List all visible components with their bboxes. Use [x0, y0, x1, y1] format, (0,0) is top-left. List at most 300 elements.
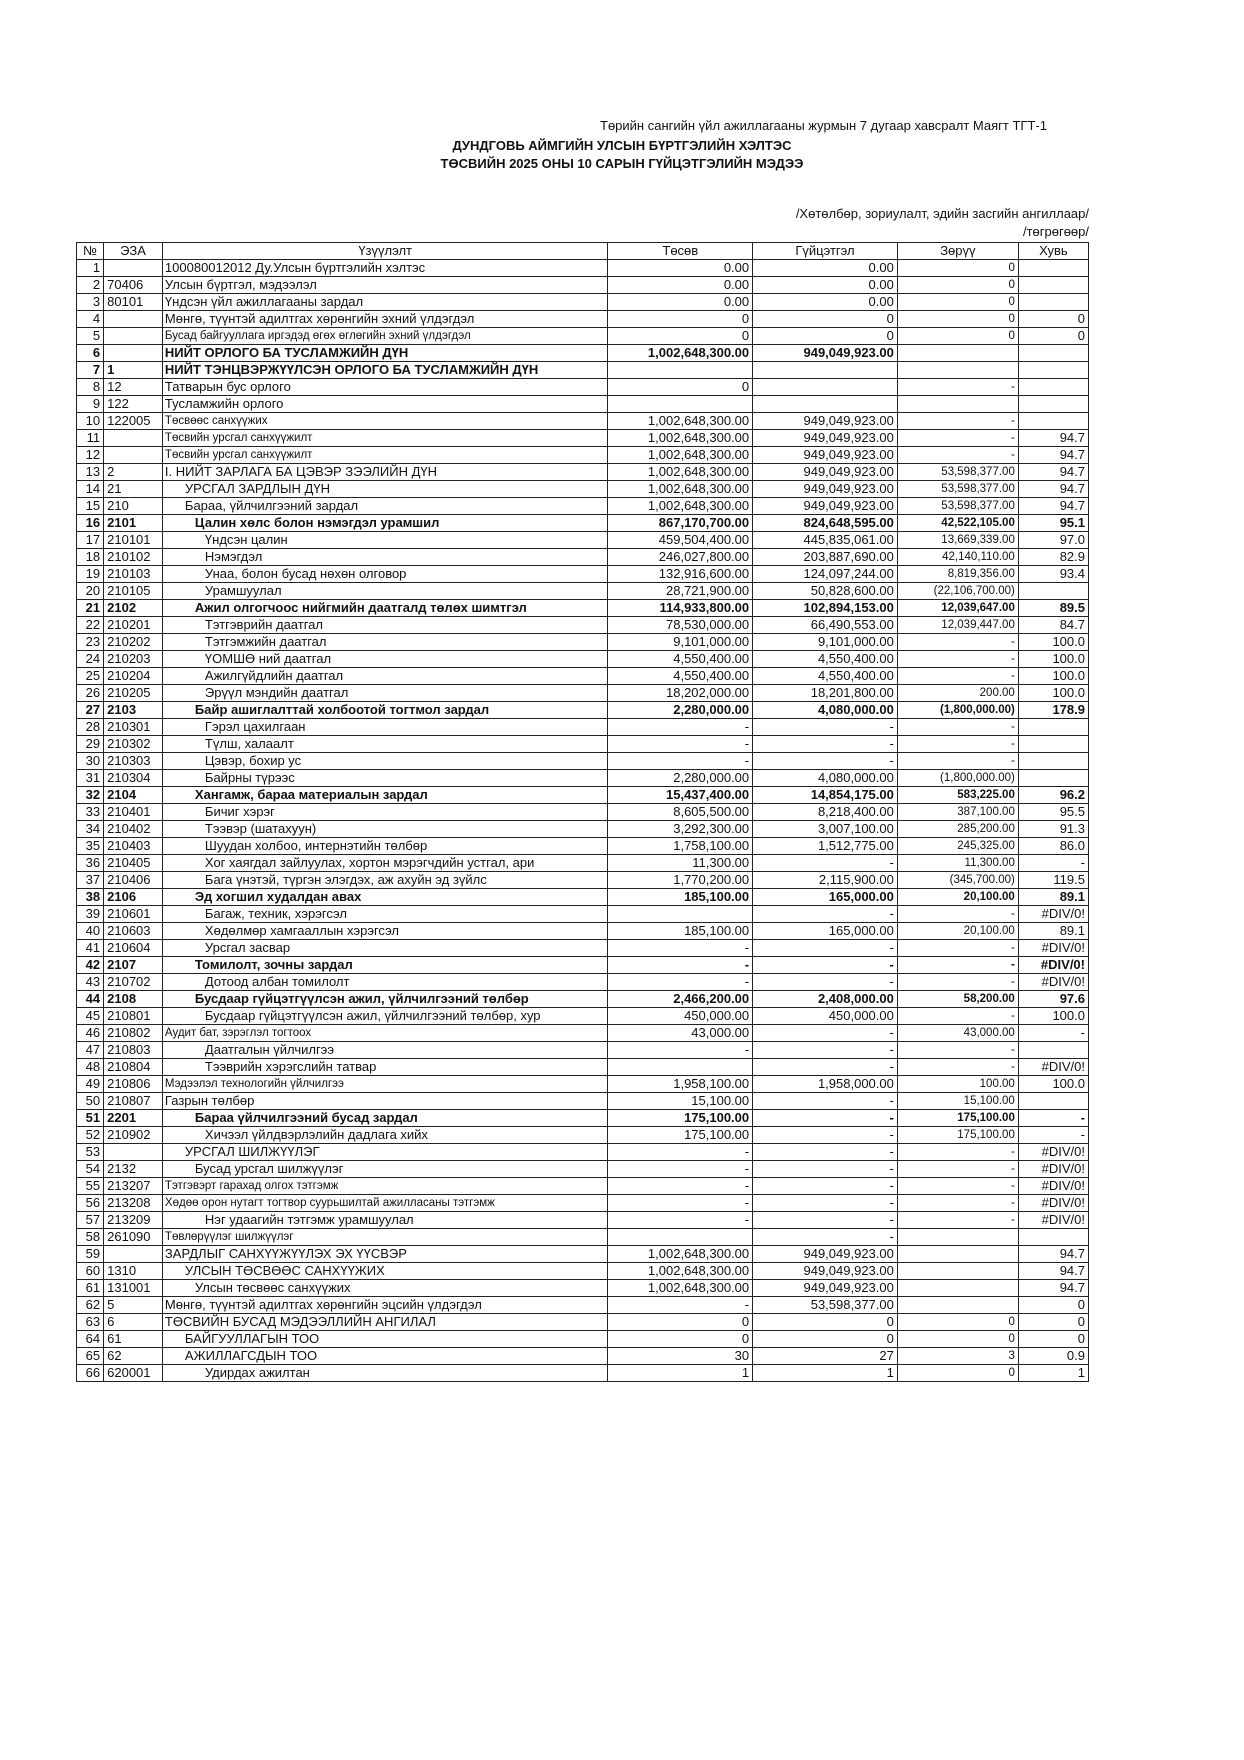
row-indicator: Цэвэр, бохир ус — [162, 753, 608, 770]
row-difference — [897, 1297, 1018, 1314]
row-percent: 119.5 — [1018, 872, 1088, 889]
row-percent: - — [1018, 1127, 1088, 1144]
row-indicator: Мэдээлэл технологийн үйлчилгээ — [162, 1076, 608, 1093]
row-difference: - — [897, 753, 1018, 770]
row-difference: 42,140,110.00 — [897, 549, 1018, 566]
row-number: 39 — [77, 906, 104, 923]
row-indicator: Аудит бат, зэрэглэл тогтоох — [162, 1025, 608, 1042]
row-number: 19 — [77, 566, 104, 583]
row-budget: 0.00 — [608, 260, 753, 277]
table-row — [77, 566, 1089, 583]
row-performance: - — [753, 736, 898, 753]
row-difference: 58,200.00 — [897, 991, 1018, 1008]
row-percent: 100.0 — [1018, 685, 1088, 702]
row-number: 24 — [77, 651, 104, 668]
table-row — [77, 617, 1089, 634]
table-row — [77, 787, 1089, 804]
row-indicator: Эрүүл мэндийн даатгал — [162, 685, 608, 702]
row-indicator: ТӨСВИЙН БУСАД МЭДЭЭЛЛИЙН АНГИЛАЛ — [162, 1314, 608, 1331]
row-eza-code: 210401 — [104, 804, 163, 821]
row-eza-code: 213208 — [104, 1195, 163, 1212]
row-difference: 175,100.00 — [897, 1127, 1018, 1144]
row-number: 28 — [77, 719, 104, 736]
row-budget: - — [608, 1212, 753, 1229]
row-performance: 949,049,923.00 — [753, 447, 898, 464]
table-row — [77, 1314, 1089, 1331]
row-budget: 867,170,700.00 — [608, 515, 753, 532]
row-percent: #DIV/0! — [1018, 1212, 1088, 1229]
row-eza-code: 210103 — [104, 566, 163, 583]
row-percent: 94.7 — [1018, 498, 1088, 515]
row-indicator: Татварын бус орлого — [162, 379, 608, 396]
row-budget: - — [608, 1195, 753, 1212]
row-budget: - — [608, 719, 753, 736]
table-row — [77, 1144, 1089, 1161]
row-performance: 3,007,100.00 — [753, 821, 898, 838]
row-eza-code: 1310 — [104, 1263, 163, 1280]
row-performance: 18,201,800.00 — [753, 685, 898, 702]
table-row — [77, 1076, 1089, 1093]
row-percent — [1018, 362, 1088, 379]
row-percent — [1018, 753, 1088, 770]
row-eza-code — [104, 311, 163, 328]
row-indicator: ҮОМШӨ ний даатгал — [162, 651, 608, 668]
row-performance: - — [753, 855, 898, 872]
row-percent: 93.4 — [1018, 566, 1088, 583]
row-difference — [897, 396, 1018, 413]
row-performance: - — [753, 1178, 898, 1195]
row-eza-code: 70406 — [104, 277, 163, 294]
table-row — [77, 549, 1089, 566]
table-row — [77, 1331, 1089, 1348]
row-indicator: АЖИЛЛАГСДЫН ТОО — [162, 1348, 608, 1365]
row-performance: 203,887,690.00 — [753, 549, 898, 566]
table-row — [77, 1059, 1089, 1076]
row-budget: 2,466,200.00 — [608, 991, 753, 1008]
row-number: 59 — [77, 1246, 104, 1263]
table-row — [77, 277, 1089, 294]
row-budget: 18,202,000.00 — [608, 685, 753, 702]
table-row — [77, 1127, 1089, 1144]
col-header-percent: Хувь — [1018, 243, 1088, 260]
row-performance: 1,958,000.00 — [753, 1076, 898, 1093]
row-performance: 2,408,000.00 — [753, 991, 898, 1008]
row-difference: - — [897, 379, 1018, 396]
row-number: 30 — [77, 753, 104, 770]
row-performance: - — [753, 1212, 898, 1229]
row-performance — [753, 379, 898, 396]
table-row — [77, 1008, 1089, 1025]
row-eza-code: 12 — [104, 379, 163, 396]
row-budget: 246,027,800.00 — [608, 549, 753, 566]
row-eza-code: 21 — [104, 481, 163, 498]
row-percent — [1018, 345, 1088, 362]
row-eza-code: 80101 — [104, 294, 163, 311]
row-difference: 0 — [897, 1314, 1018, 1331]
table-row — [77, 957, 1089, 974]
table-row — [77, 685, 1089, 702]
row-eza-code: 210101 — [104, 532, 163, 549]
row-budget: 3,292,300.00 — [608, 821, 753, 838]
row-number: 64 — [77, 1331, 104, 1348]
row-performance: 445,835,061.00 — [753, 532, 898, 549]
row-difference: 0 — [897, 328, 1018, 345]
row-budget: 2,280,000.00 — [608, 702, 753, 719]
row-number: 32 — [77, 787, 104, 804]
row-performance: - — [753, 1195, 898, 1212]
row-performance: 949,049,923.00 — [753, 464, 898, 481]
table-row — [77, 260, 1089, 277]
row-performance: 949,049,923.00 — [753, 481, 898, 498]
row-number: 23 — [77, 634, 104, 651]
row-performance: 0 — [753, 1331, 898, 1348]
row-number: 2 — [77, 277, 104, 294]
row-indicator: Багаж, техник, хэрэгсэл — [162, 906, 608, 923]
table-row — [77, 906, 1089, 923]
row-indicator: I. НИЙТ ЗАРЛАГА БА ЦЭВЭР ЗЭЭЛИЙН ДҮН — [162, 464, 608, 481]
row-percent: 94.7 — [1018, 1263, 1088, 1280]
row-budget: 175,100.00 — [608, 1110, 753, 1127]
row-performance: - — [753, 1059, 898, 1076]
table-row — [77, 1195, 1089, 1212]
row-difference: - — [897, 1161, 1018, 1178]
row-percent: 97.0 — [1018, 532, 1088, 549]
row-difference: - — [897, 974, 1018, 991]
row-eza-code: 2101 — [104, 515, 163, 532]
col-header-eza: ЭЗА — [104, 243, 163, 260]
row-indicator: Байрны түрээс — [162, 770, 608, 787]
row-percent: 89.1 — [1018, 923, 1088, 940]
row-indicator: Шуудан холбоо, интернэтийн төлбөр — [162, 838, 608, 855]
row-eza-code: 210301 — [104, 719, 163, 736]
row-percent: #DIV/0! — [1018, 940, 1088, 957]
row-indicator: Нэмэгдэл — [162, 549, 608, 566]
table-row — [77, 651, 1089, 668]
currency-note: /төгрөгөөр/ — [1022, 224, 1089, 239]
row-number: 57 — [77, 1212, 104, 1229]
row-budget: 185,100.00 — [608, 889, 753, 906]
row-budget: 78,530,000.00 — [608, 617, 753, 634]
table-row — [77, 838, 1089, 855]
row-percent — [1018, 294, 1088, 311]
row-performance: 949,049,923.00 — [753, 1280, 898, 1297]
row-eza-code: 210806 — [104, 1076, 163, 1093]
row-budget: - — [608, 974, 753, 991]
row-difference: 0 — [897, 1331, 1018, 1348]
row-eza-code — [104, 1144, 163, 1161]
row-percent — [1018, 413, 1088, 430]
row-number: 35 — [77, 838, 104, 855]
row-eza-code: 2102 — [104, 600, 163, 617]
row-budget: 114,933,800.00 — [608, 600, 753, 617]
col-header-difference: Зөрүү — [897, 243, 1018, 260]
row-number: 48 — [77, 1059, 104, 1076]
row-eza-code: 6 — [104, 1314, 163, 1331]
row-budget: - — [608, 957, 753, 974]
table-row — [77, 1161, 1089, 1178]
row-indicator: Томилолт, зочны зардал — [162, 957, 608, 974]
row-indicator: Газрын төлбөр — [162, 1093, 608, 1110]
row-indicator: Тэтгэвэрт гарахад олгох тэтгэмж — [162, 1178, 608, 1195]
row-indicator: Урсгал засвар — [162, 940, 608, 957]
row-performance: 0 — [753, 311, 898, 328]
row-percent: 94.7 — [1018, 464, 1088, 481]
table-row — [77, 770, 1089, 787]
row-number: 34 — [77, 821, 104, 838]
table-row — [77, 430, 1089, 447]
row-percent: #DIV/0! — [1018, 974, 1088, 991]
row-percent: #DIV/0! — [1018, 906, 1088, 923]
row-number: 38 — [77, 889, 104, 906]
table-row — [77, 1246, 1089, 1263]
row-difference: 175,100.00 — [897, 1110, 1018, 1127]
row-budget: 175,100.00 — [608, 1127, 753, 1144]
classification-note: /Хөтөлбөр, зориулалт, эдийн засгийн ангиллаар/ — [795, 206, 1089, 221]
table-row — [77, 328, 1089, 345]
row-performance: 949,049,923.00 — [753, 498, 898, 515]
row-difference: - — [897, 906, 1018, 923]
row-difference: 12,039,447.00 — [897, 617, 1018, 634]
table-row — [77, 821, 1089, 838]
row-performance: 949,049,923.00 — [753, 413, 898, 430]
row-performance: - — [753, 957, 898, 974]
form-reference: Төрийн сангийн үйл ажиллагааны журмын 7 дугаар хавсралт Маягт ТГТ-1 — [600, 118, 1047, 133]
row-percent: - — [1018, 1025, 1088, 1042]
row-number: 60 — [77, 1263, 104, 1280]
row-budget: - — [608, 753, 753, 770]
table-row — [77, 1178, 1089, 1195]
row-percent: 0 — [1018, 1331, 1088, 1348]
row-performance: - — [753, 1127, 898, 1144]
row-percent — [1018, 1093, 1088, 1110]
row-percent — [1018, 583, 1088, 600]
table-row — [77, 583, 1089, 600]
row-percent: 82.9 — [1018, 549, 1088, 566]
row-budget: 30 — [608, 1348, 753, 1365]
row-budget: 450,000.00 — [608, 1008, 753, 1025]
row-eza-code: 61 — [104, 1331, 163, 1348]
table-row — [77, 991, 1089, 1008]
row-budget: - — [608, 1297, 753, 1314]
row-indicator: БАЙГУУЛЛАГЫН ТОО — [162, 1331, 608, 1348]
row-indicator: Улсын төсвөөс санхүүжих — [162, 1280, 608, 1297]
row-performance: 1,512,775.00 — [753, 838, 898, 855]
row-number: 65 — [77, 1348, 104, 1365]
row-percent — [1018, 277, 1088, 294]
row-indicator: Төсвөөс санхүүжих — [162, 413, 608, 430]
row-budget: 1,002,648,300.00 — [608, 1246, 753, 1263]
document-subtitle: ТӨСВИЙН 2025 ОНЫ 10 САРЫН ГҮЙЦЭТГЭЛИЙН МЭДЭЭ — [440, 156, 804, 171]
row-performance: 165,000.00 — [753, 923, 898, 940]
row-budget: 0 — [608, 328, 753, 345]
row-eza-code: 210202 — [104, 634, 163, 651]
row-difference: - — [897, 957, 1018, 974]
table-row — [77, 855, 1089, 872]
row-difference: (1,800,000.00) — [897, 702, 1018, 719]
row-indicator: УЛСЫН ТӨСВӨӨС САНХҮҮЖИХ — [162, 1263, 608, 1280]
row-eza-code: 210203 — [104, 651, 163, 668]
row-indicator: Үндсэн үйл ажиллагааны зардал — [162, 294, 608, 311]
row-indicator: Бага үнэтэй, түргэн элэгдэх, аж ахуйн эд зүйлс — [162, 872, 608, 889]
row-difference: - — [897, 1212, 1018, 1229]
row-number: 8 — [77, 379, 104, 396]
row-performance: - — [753, 1025, 898, 1042]
row-budget: 15,100.00 — [608, 1093, 753, 1110]
row-number: 6 — [77, 345, 104, 362]
row-budget: 0 — [608, 1331, 753, 1348]
row-difference: 0 — [897, 294, 1018, 311]
row-performance: 824,648,595.00 — [753, 515, 898, 532]
row-difference: 53,598,377.00 — [897, 481, 1018, 498]
col-header-budget: Төсөв — [608, 243, 753, 260]
row-difference: 387,100.00 — [897, 804, 1018, 821]
row-percent: 96.2 — [1018, 787, 1088, 804]
col-header-no: № — [77, 243, 104, 260]
row-percent: 0 — [1018, 1297, 1088, 1314]
row-number: 50 — [77, 1093, 104, 1110]
table-row — [77, 1110, 1089, 1127]
row-performance: - — [753, 974, 898, 991]
row-budget: 11,300.00 — [608, 855, 753, 872]
row-performance: 2,115,900.00 — [753, 872, 898, 889]
col-header-indicator: Үзүүлэлт — [162, 243, 608, 260]
row-percent: 94.7 — [1018, 481, 1088, 498]
row-performance: 1 — [753, 1365, 898, 1382]
row-performance: 53,598,377.00 — [753, 1297, 898, 1314]
row-budget — [608, 1059, 753, 1076]
row-budget: 1,002,648,300.00 — [608, 345, 753, 362]
row-percent: #DIV/0! — [1018, 1195, 1088, 1212]
row-eza-code: 261090 — [104, 1229, 163, 1246]
budget-table — [76, 242, 1089, 1382]
row-budget: 43,000.00 — [608, 1025, 753, 1042]
row-eza-code: 210205 — [104, 685, 163, 702]
table-row — [77, 1280, 1089, 1297]
row-indicator: Хөдөлмөр хамгааллын хэрэгсэл — [162, 923, 608, 940]
row-indicator: Тусламжийн орлого — [162, 396, 608, 413]
row-number: 52 — [77, 1127, 104, 1144]
row-eza-code: 2103 — [104, 702, 163, 719]
row-budget: 0 — [608, 1314, 753, 1331]
row-eza-code: 210405 — [104, 855, 163, 872]
row-percent: 100.0 — [1018, 634, 1088, 651]
row-percent: - — [1018, 855, 1088, 872]
row-performance: - — [753, 753, 898, 770]
row-percent: 100.0 — [1018, 1076, 1088, 1093]
row-eza-code: 210702 — [104, 974, 163, 991]
row-percent — [1018, 719, 1088, 736]
row-difference: - — [897, 1059, 1018, 1076]
table-row — [77, 498, 1089, 515]
row-number: 21 — [77, 600, 104, 617]
row-budget — [608, 906, 753, 923]
table-row — [77, 532, 1089, 549]
row-number: 29 — [77, 736, 104, 753]
row-budget: 0.00 — [608, 294, 753, 311]
row-number: 10 — [77, 413, 104, 430]
row-percent — [1018, 736, 1088, 753]
row-eza-code: 2132 — [104, 1161, 163, 1178]
row-number: 1 — [77, 260, 104, 277]
row-indicator: НИЙТ ОРЛОГО БА ТУСЛАМЖИЙН ДҮН — [162, 345, 608, 362]
row-indicator: Бараа үйлчилгээний бусад зардал — [162, 1110, 608, 1127]
row-indicator: Төвлөрүүлэг шилжүүлэг — [162, 1229, 608, 1246]
row-eza-code: 62 — [104, 1348, 163, 1365]
row-difference: - — [897, 940, 1018, 957]
row-percent: - — [1018, 1110, 1088, 1127]
row-indicator: Бусад байгууллага иргэдэд өгөх өглөгийн эхний үлдэгдэл — [162, 328, 608, 345]
row-performance: 4,550,400.00 — [753, 668, 898, 685]
row-eza-code: 2104 — [104, 787, 163, 804]
row-indicator: 100080012012 Ду.Улсын бүртгэлийн хэлтэс — [162, 260, 608, 277]
row-performance: 66,490,553.00 — [753, 617, 898, 634]
row-indicator: Тэтгэврийн даатгал — [162, 617, 608, 634]
row-difference: - — [897, 1178, 1018, 1195]
table-row — [77, 872, 1089, 889]
row-difference: - — [897, 430, 1018, 447]
row-indicator: Хичээл үйлдвэрлэлийн дадлага хийх — [162, 1127, 608, 1144]
row-indicator: УРСГАЛ ШИЛЖҮҮЛЭГ — [162, 1144, 608, 1161]
row-number: 51 — [77, 1110, 104, 1127]
row-eza-code: 2108 — [104, 991, 163, 1008]
row-budget: 2,280,000.00 — [608, 770, 753, 787]
row-percent: 94.7 — [1018, 447, 1088, 464]
row-eza-code: 213207 — [104, 1178, 163, 1195]
row-budget: 1,002,648,300.00 — [608, 430, 753, 447]
row-number: 9 — [77, 396, 104, 413]
row-number: 27 — [77, 702, 104, 719]
row-budget: 8,605,500.00 — [608, 804, 753, 821]
row-number: 25 — [77, 668, 104, 685]
table-row — [77, 753, 1089, 770]
row-indicator: Хөдөө орон нутагт тогтвор суурьшилтай ажилласаны тэтгэмж — [162, 1195, 608, 1212]
row-percent — [1018, 1229, 1088, 1246]
row-percent: #DIV/0! — [1018, 1161, 1088, 1178]
row-eza-code: 210802 — [104, 1025, 163, 1042]
row-indicator: Тээвэр (шатахуун) — [162, 821, 608, 838]
row-performance: 27 — [753, 1348, 898, 1365]
row-eza-code: 210201 — [104, 617, 163, 634]
row-indicator: Дотоод албан томилолт — [162, 974, 608, 991]
row-difference: - — [897, 668, 1018, 685]
row-indicator: Үндсэн цалин — [162, 532, 608, 549]
row-number: 37 — [77, 872, 104, 889]
row-eza-code: 210304 — [104, 770, 163, 787]
row-eza-code: 210102 — [104, 549, 163, 566]
row-number: 45 — [77, 1008, 104, 1025]
row-budget: 1,002,648,300.00 — [608, 1263, 753, 1280]
row-indicator: Байр ашиглалттай холбоотой тогтмол зардал — [162, 702, 608, 719]
row-indicator: Тэтгэмжийн даатгал — [162, 634, 608, 651]
row-eza-code: 2201 — [104, 1110, 163, 1127]
row-performance: - — [753, 1229, 898, 1246]
row-difference: - — [897, 413, 1018, 430]
row-performance: 14,854,175.00 — [753, 787, 898, 804]
row-eza-code: 131001 — [104, 1280, 163, 1297]
table-row — [77, 396, 1089, 413]
row-indicator: Даатгалын үйлчилгээ — [162, 1042, 608, 1059]
row-number: 58 — [77, 1229, 104, 1246]
row-budget: - — [608, 736, 753, 753]
row-number: 26 — [77, 685, 104, 702]
row-number: 18 — [77, 549, 104, 566]
row-number: 55 — [77, 1178, 104, 1195]
table-row — [77, 1229, 1089, 1246]
row-performance: - — [753, 719, 898, 736]
row-percent: 84.7 — [1018, 617, 1088, 634]
row-difference: - — [897, 736, 1018, 753]
row-eza-code — [104, 345, 163, 362]
